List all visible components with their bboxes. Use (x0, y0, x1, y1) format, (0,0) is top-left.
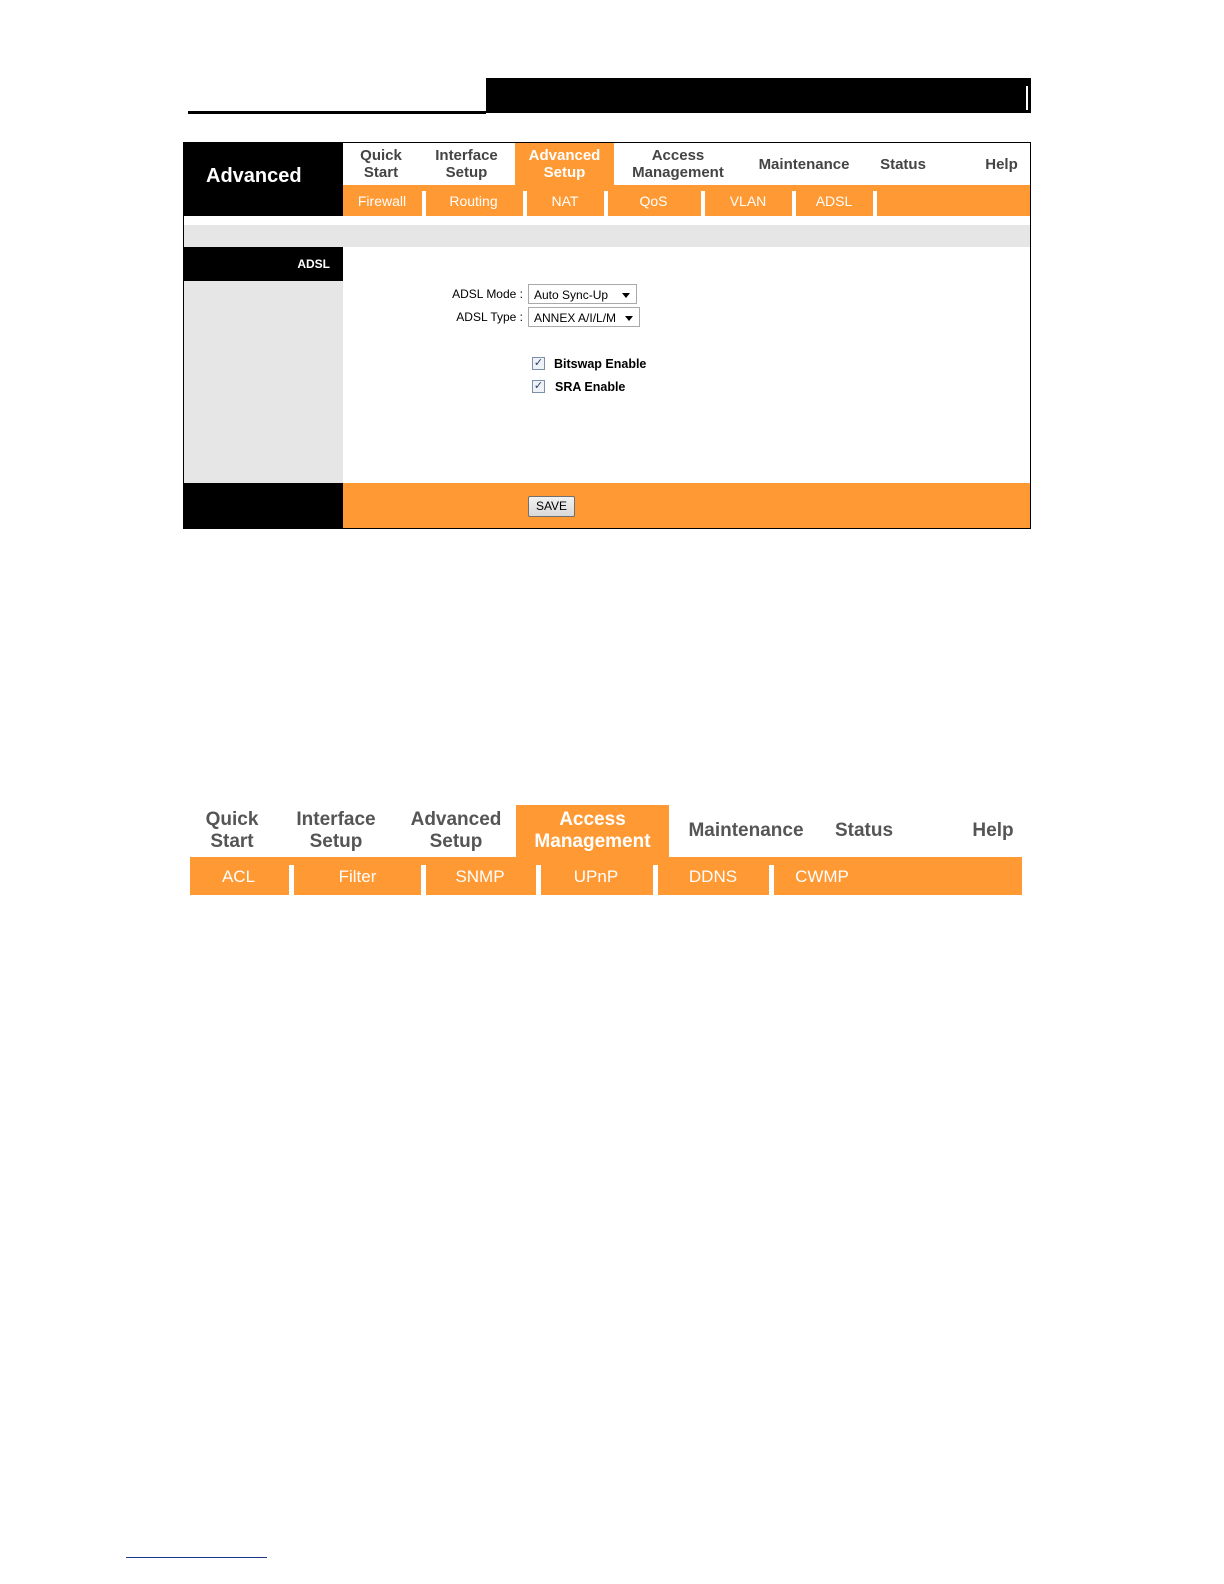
router-advanced-setup-screenshot (183, 142, 1031, 529)
footer-link-underline (126, 1557, 267, 1558)
sub-nav-vlan[interactable]: VLAN (729, 193, 767, 209)
top-nav-advanced-setup[interactable]: Advanced Setup (515, 143, 614, 185)
adsl-type-label: ADSL Type : (456, 310, 523, 324)
sub-nav-cwmp[interactable]: CWMP (795, 867, 849, 886)
sub-nav-qos[interactable]: QoS (639, 193, 668, 209)
spacer (184, 216, 1030, 225)
bitswap-label: Bitswap Enable (554, 357, 647, 371)
sra-checkbox[interactable] (532, 380, 545, 393)
sidebar (184, 247, 343, 483)
top-nav-help[interactable]: Help (985, 155, 1018, 173)
top-nav-maintenance[interactable]: Maintenance (758, 155, 850, 173)
checkbox-check-icon: ✓ (533, 357, 544, 369)
footer-left (184, 483, 343, 528)
sub-nav-adsl[interactable]: ADSL (815, 193, 853, 209)
checkbox-check-icon: ✓ (533, 380, 544, 392)
sub-nav-filter[interactable]: Filter (338, 867, 377, 886)
adsl-mode-select[interactable] (528, 284, 637, 304)
sra-label: SRA Enable (555, 380, 626, 394)
top-nav-status[interactable]: Status (880, 155, 926, 173)
document-header-rule (188, 111, 486, 114)
bitswap-checkbox[interactable] (532, 357, 545, 370)
top-nav-access-management[interactable]: Access Management (632, 147, 724, 181)
dropdown-caret-icon (625, 316, 633, 321)
adsl-mode-value: Auto Sync-Up (534, 288, 609, 302)
sub-nav-separator (873, 191, 877, 216)
sub-nav-firewall[interactable]: Firewall (357, 193, 407, 209)
document-header-tick (1026, 86, 1028, 110)
top-nav (343, 143, 1030, 185)
top-nav-advanced-setup[interactable]: Advanced Setup (410, 809, 502, 852)
section-title: ADSL (184, 247, 343, 281)
sub-nav-ddns[interactable]: DDNS (688, 867, 738, 886)
access-management-menu-screenshot (190, 805, 1022, 895)
sub-nav-snmp[interactable]: SNMP (455, 867, 505, 886)
footer-bar (343, 483, 1030, 528)
top-nav-quick-start[interactable]: Quick Start (205, 809, 259, 852)
adsl-settings-panel (343, 247, 1030, 483)
top-nav-access-management[interactable]: Access Management (516, 805, 669, 857)
sub-nav-acl[interactable]: ACL (221, 867, 256, 886)
adsl-type-value: ANNEX A/I/L/M (534, 311, 617, 325)
top-nav-maintenance[interactable]: Maintenance (688, 820, 804, 841)
sub-nav (190, 857, 1022, 895)
sub-nav-upnp[interactable]: UPnP (573, 867, 619, 886)
sub-nav-nat[interactable]: NAT (551, 193, 579, 209)
grey-title-bar (184, 225, 1030, 247)
adsl-mode-label: ADSL Mode : (452, 287, 523, 301)
save-button[interactable]: SAVE (528, 496, 575, 517)
top-nav-interface-setup[interactable]: Interface Setup (296, 809, 376, 852)
dropdown-caret-icon (622, 293, 630, 298)
sub-nav (343, 185, 1030, 216)
top-nav-help[interactable]: Help (972, 820, 1014, 841)
sub-nav-routing[interactable]: Routing (449, 193, 498, 209)
document-header-bar (486, 78, 1031, 113)
top-nav-quick-start[interactable]: Quick Start (360, 147, 402, 181)
top-nav-status[interactable]: Status (834, 820, 894, 841)
top-nav-interface-setup[interactable]: Interface Setup (435, 147, 498, 181)
brand-title: Advanced (184, 143, 343, 216)
adsl-type-select[interactable] (528, 307, 640, 327)
